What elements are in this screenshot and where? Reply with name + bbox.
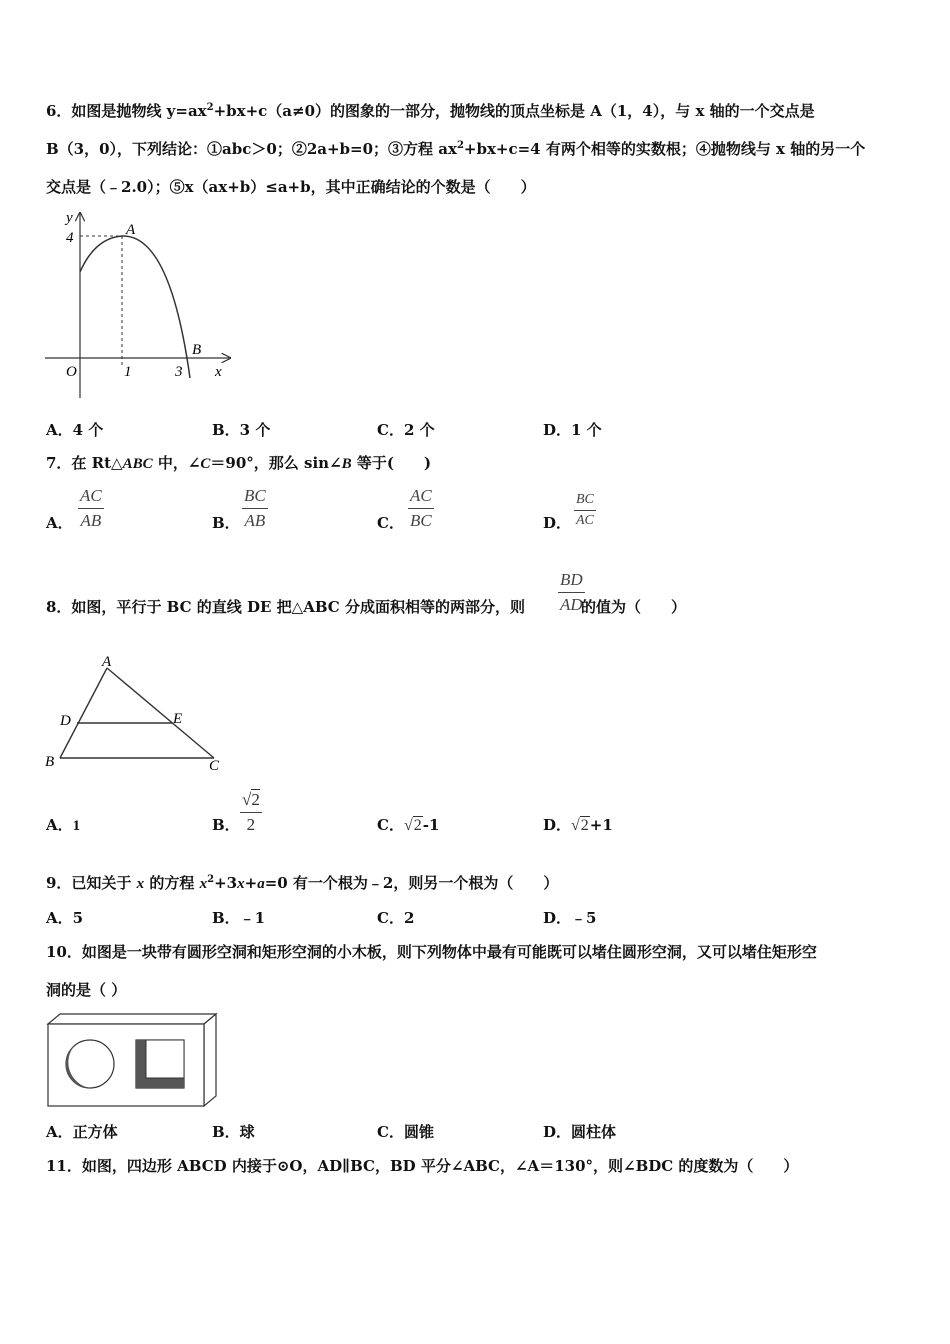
q6-parabola-graph — [40, 208, 240, 400]
q9-option-b[interactable]: B．﹣1 — [212, 909, 266, 927]
q9-option-a[interactable]: A．5 — [46, 909, 84, 927]
q6-stem-line3: 交点是（﹣2.0）；⑤x（ax+b）≤a+b，其中正确结论的个数是（ ） — [46, 178, 536, 196]
q6-option-c[interactable]: C．2 个 — [377, 421, 435, 439]
q6-option-b[interactable]: B．3 个 — [212, 421, 271, 439]
q8-triangle-figure — [40, 650, 230, 775]
q8-option-b[interactable]: B． — [212, 816, 240, 834]
q6-stem-line2: B（3，0），下列结论：①abc＞0；②2a+b=0；③方程 $ax^2+bx+c=4$ 有两个相等的实数根；④抛物线与 x 轴的另一个 — [46, 140, 866, 158]
q8-option-b-fraction: $\frac{√2}{2}$ — [242, 790, 260, 834]
graph-label-B: B — [192, 342, 202, 358]
rectangular-hole-inner — [146, 1040, 184, 1078]
q10-option-b[interactable]: B．球 — [212, 1123, 255, 1141]
q8-option-a[interactable]: A．1 — [46, 816, 81, 834]
q7-option-a[interactable]: A． — [46, 514, 73, 532]
graph-label-x: x — [215, 364, 222, 380]
q10-option-c[interactable]: C．圆锥 — [377, 1123, 434, 1141]
q10-option-a[interactable]: A．正方体 — [46, 1123, 118, 1141]
board-side-face — [204, 1014, 216, 1106]
q10-board-figure — [44, 1010, 220, 1110]
q9-stem: 9．已知关于 x 的方程 $x^2+3x+a=0$ 有一个根为﹣2，则另一个根为（ ） — [46, 874, 559, 892]
q9-option-c[interactable]: C．2 — [377, 909, 415, 927]
q6-option-d[interactable]: D．1 个 — [543, 421, 602, 439]
q7-option-b[interactable]: B． — [212, 514, 240, 532]
q10-stem-line2: 洞的是（ ） — [46, 981, 127, 999]
q8-option-d[interactable]: D．√2+1 — [543, 816, 613, 834]
graph-label-1: 1 — [124, 364, 132, 380]
sqrt-symbol: √2 — [403, 817, 422, 834]
q7-option-a-fraction: $\frac{AC}{AB}$ — [80, 486, 102, 530]
fig-label-D: D — [60, 713, 71, 729]
q6-stem-line1: 6．如图是抛物线 $y=ax^2+bx+c(a\ne 0)$的图象的一部分，抛物线的顶点坐标是 A（1，4），与 x 轴的一个交点是 — [46, 102, 815, 120]
side-AC — [107, 668, 214, 758]
fig-label-B: B — [45, 754, 55, 770]
parabola-curve — [80, 236, 190, 378]
graph-label-A: A — [126, 222, 136, 238]
q10-option-d[interactable]: D．圆柱体 — [543, 1123, 617, 1141]
q7-option-d-fraction: $\frac{BC}{AC}$ — [576, 492, 594, 528]
q8-option-c[interactable]: C．√2-1 — [377, 816, 440, 834]
q6-option-a[interactable]: A．4 个 — [46, 421, 104, 439]
q8-stem: 8．如图，平行于 BC 的直线 DE 把△ABC 分成面积相等的两部分，则 的值为（ ） — [46, 598, 686, 616]
q7-option-c[interactable]: C． — [377, 514, 404, 532]
graph-label-4: 4 — [66, 230, 74, 246]
q11-stem: 11．如图，四边形 ABCD 内接于⊙O，AD∥BC，BD 平分∠ABC，∠A＝130°，则∠BDC 的度数为（ ） — [46, 1157, 799, 1175]
q7-option-d[interactable]: D． — [543, 514, 572, 532]
graph-label-y: y — [66, 210, 73, 226]
fig-label-A: A — [102, 654, 112, 670]
q10-stem-line1: 10．如图是一块带有圆形空洞和矩形空洞的小木板，则下列物体中最有可能既可以堵住圆形空洞，又可以堵住矩形空 — [46, 943, 817, 961]
fig-label-C: C — [209, 758, 220, 774]
board-top-face — [48, 1014, 216, 1024]
graph-label-3: 3 — [175, 364, 183, 380]
q7-option-c-fraction: $\frac{AC}{BC}$ — [410, 486, 432, 530]
q8-stem-fraction: $\frac{BD}{AD}$ — [560, 570, 583, 614]
fig-label-E: E — [173, 711, 183, 727]
q7-option-b-fraction: $\frac{BC}{AB}$ — [244, 486, 266, 530]
sqrt-symbol: √2 — [571, 817, 589, 834]
q7-stem: 7．在 Rt△ABC 中，∠C＝90°，那么 sin∠B 等于( ) — [46, 454, 432, 472]
graph-label-O: O — [66, 364, 77, 380]
q9-option-d[interactable]: D．﹣5 — [543, 909, 597, 927]
